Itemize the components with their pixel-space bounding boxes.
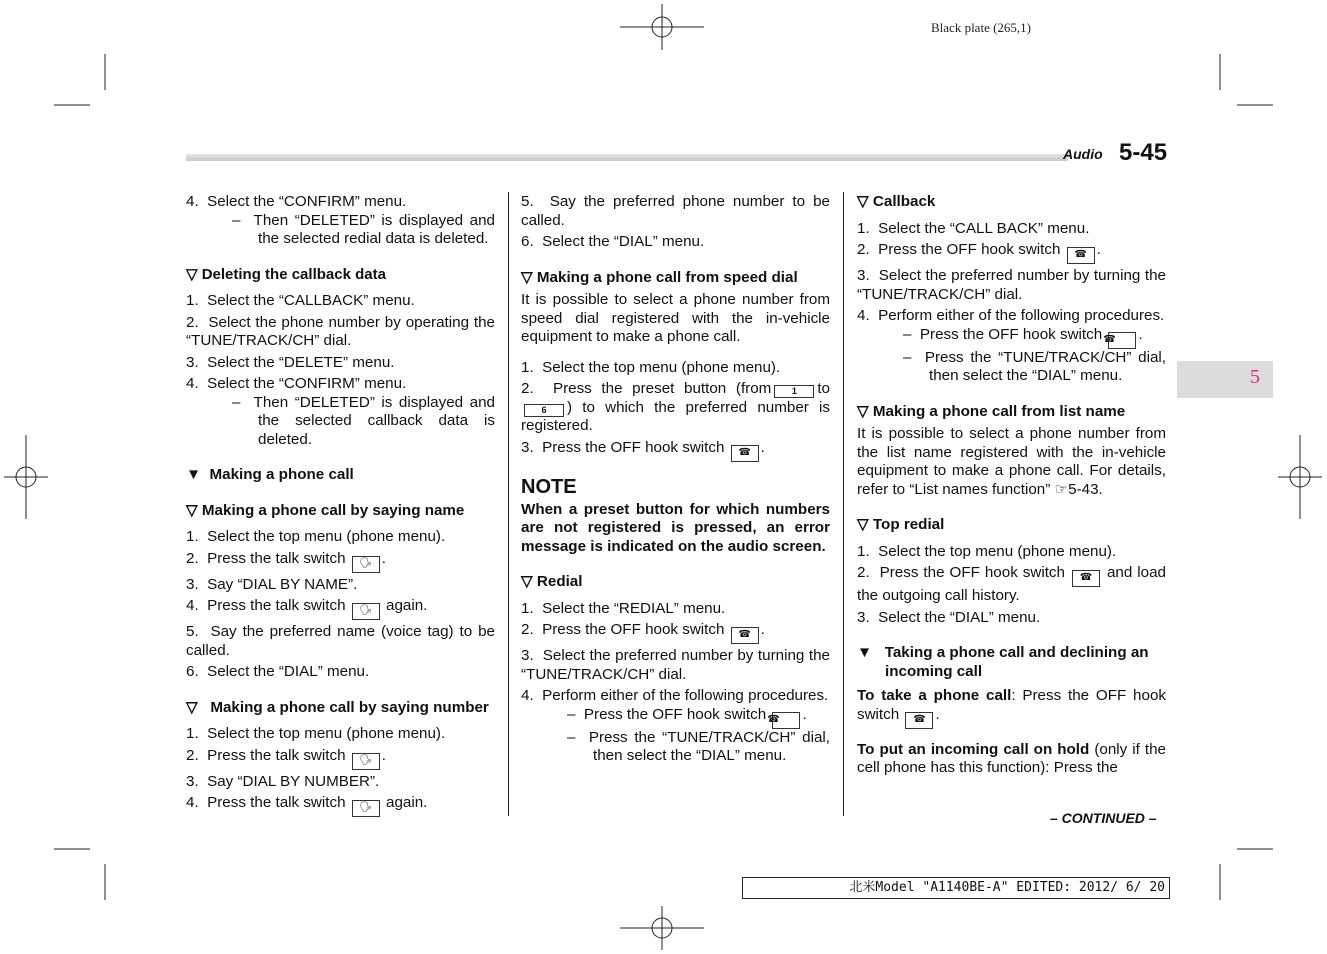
callback-deleted-note: – Then “DELETED” is displayed and the selected callback data is deleted. (232, 393, 495, 448)
preset-button-1-icon: 1 (774, 385, 814, 398)
heading-deleting-callback: ▽ Deleting the callback data (186, 265, 386, 283)
name-step-1: 1. Select the top menu (phone menu). (186, 528, 446, 545)
note-heading: NOTE (521, 475, 577, 498)
name-step-4: 4. Press the talk switch 🗣 again. (186, 597, 495, 620)
cb-step-3: 3. Select the preferred number by turning the “TUNE/TRACK/CH” dial. (857, 267, 1166, 303)
redial-step-4: 4. Perform either of the following procedures. (521, 687, 829, 704)
speak-step-5: 5. Say the preferred phone number to be called. (521, 193, 830, 229)
number-step-1: 1. Select the top menu (phone menu). (186, 725, 446, 742)
deleted-note: – Then “DELETED” is displayed and the selected redial data is deleted. (232, 211, 495, 247)
off-hook-switch-icon: ☎ (772, 712, 800, 729)
heading-taking-call: ▼ Taking a phone call and declining an incoming call (857, 644, 1149, 680)
off-hook-switch-icon: ☎ (905, 712, 933, 729)
section-title: Audio (1063, 146, 1103, 162)
redial-step-1: 1. Select the “REDIAL” menu. (521, 599, 726, 617)
off-hook-switch-icon: ☎ (1067, 247, 1095, 264)
speed-step-1: 1. Select the top menu (phone menu). (521, 358, 781, 376)
name-step-2: 2. Press the talk switch 🗣 . (186, 550, 495, 573)
continued-label: – CONTINUED – (1050, 810, 1157, 826)
speed-dial-intro: It is possible to select a phone number from speed dial registered with the in-vehicle equipment to make a phone call. (521, 291, 830, 345)
cb-option-2: – Press the “TUNE/TRACK/CH” dial, then select the “DIAL” menu. (903, 348, 1166, 384)
callback-step-2: 2. Select the phone number by operating the “TUNE/TRACK/CH” dial. (186, 313, 495, 349)
hold-call-text: To put an incoming call on hold (only if the cell phone has this function): Press the (857, 740, 1166, 776)
top-step-2: 2. Press the OFF hook switch ☎ and load the outgoing call history. (857, 564, 1166, 604)
list-name-intro: It is possible to select a phone number from the list name registered with the in-vehicle equipment to make a phone call. For details, refer to “List names function” ☞5-43. (857, 425, 1166, 498)
name-step-3: 3. Say “DIAL BY NAME”. (186, 575, 358, 593)
list-name-reference: ☞5-43. (1054, 480, 1103, 498)
heading-saying-name: ▽ Making a phone call by saying name (186, 501, 465, 519)
heading-top-redial: ▽ Top redial (857, 516, 945, 533)
heading-list-name: ▽ Making a phone call from list name (857, 402, 1126, 420)
callback-step-4: 4. Select the “CONFIRM” menu. (186, 375, 407, 392)
header-bar (186, 154, 1068, 161)
heading-callback: ▽ Callback (857, 193, 936, 210)
talk-switch-icon: 🗣 (352, 556, 380, 573)
cb-option-1: – Press the OFF hook switch ☎ . (883, 326, 1166, 349)
take-call-text: To take a phone call: Press the OFF hook switch ☎ . (857, 687, 1166, 729)
note-text: When a preset button for which numbers are not registered is pressed, an error message is indicated on the audio screen. (521, 500, 830, 555)
top-step-3: 3. Select the “DIAL” menu. (857, 608, 1041, 626)
column-2 (521, 193, 830, 766)
number-step-4: 4. Press the talk switch 🗣 again. (186, 794, 495, 817)
chapter-tab-number: 5 (1250, 366, 1260, 388)
talk-switch-icon: 🗣 (352, 753, 380, 770)
cb-step-4: 4. Perform either of the following procedures. (857, 307, 1165, 324)
name-step-5: 5. Say the preferred name (voice tag) to be called. (186, 623, 495, 659)
number-step-2: 2. Press the talk switch 🗣 . (186, 747, 495, 770)
talk-switch-icon: 🗣 (352, 800, 380, 817)
preset-button-6-icon: 6 (524, 404, 564, 417)
top-step-1: 1. Select the top menu (phone menu). (857, 542, 1117, 560)
column-3 (857, 193, 1166, 778)
speak-step-6: 6. Select the “DIAL” menu. (521, 233, 705, 250)
speed-step-3: 3. Press the OFF hook switch ☎ . (521, 439, 830, 462)
redial-option-2: – Press the “TUNE/TRACK/CH” dial, then select the “DIAL” menu. (567, 728, 830, 764)
step-4-confirm: 4. Select the “CONFIRM” menu. (186, 193, 407, 210)
column-divider-1 (508, 192, 509, 816)
off-hook-switch-icon: ☎ (1072, 570, 1100, 587)
plate-label: Black plate (265,1) (931, 20, 1031, 35)
callback-step-3: 3. Select the “DELETE” menu. (186, 353, 395, 371)
number-step-3: 3. Say “DIAL BY NUMBER”. (186, 772, 380, 790)
off-hook-switch-icon: ☎ (731, 445, 759, 462)
heading-speed-dial: ▽ Making a phone call from speed dial (521, 268, 798, 286)
column-divider-2 (843, 192, 844, 816)
heading-making-call: ▼ Making a phone call (186, 466, 354, 483)
model-info-box: 北米Model "A1140BE-A" EDITED: 2012/ 6/ 20 (742, 877, 1170, 899)
heading-redial: ▽ Redial (521, 573, 583, 590)
cb-step-1: 1. Select the “CALL BACK” menu. (857, 219, 1090, 237)
talk-switch-icon: 🗣 (352, 603, 380, 620)
redial-step-3: 3. Select the preferred number by turning the “TUNE/TRACK/CH” dial. (521, 647, 830, 683)
cb-step-2: 2. Press the OFF hook switch ☎ . (857, 241, 1166, 264)
callback-step-1: 1. Select the “CALLBACK” menu. (186, 292, 415, 309)
column-1 (186, 193, 495, 817)
off-hook-switch-icon: ☎ (731, 627, 759, 644)
off-hook-switch-icon: ☎ (1108, 332, 1136, 349)
redial-option-1: – Press the OFF hook switch ☎ . (547, 706, 830, 729)
redial-step-2: 2. Press the OFF hook switch ☎ . (521, 621, 830, 644)
heading-saying-number: ▽ Making a phone call by saying number (186, 698, 489, 716)
page-number: 5-45 (1119, 139, 1168, 166)
speed-step-2: 2. Press the preset button (from 1 to 6 ) to which the preferred number is registered. (521, 380, 830, 434)
name-step-6: 6. Select the “DIAL” menu. (186, 663, 370, 680)
